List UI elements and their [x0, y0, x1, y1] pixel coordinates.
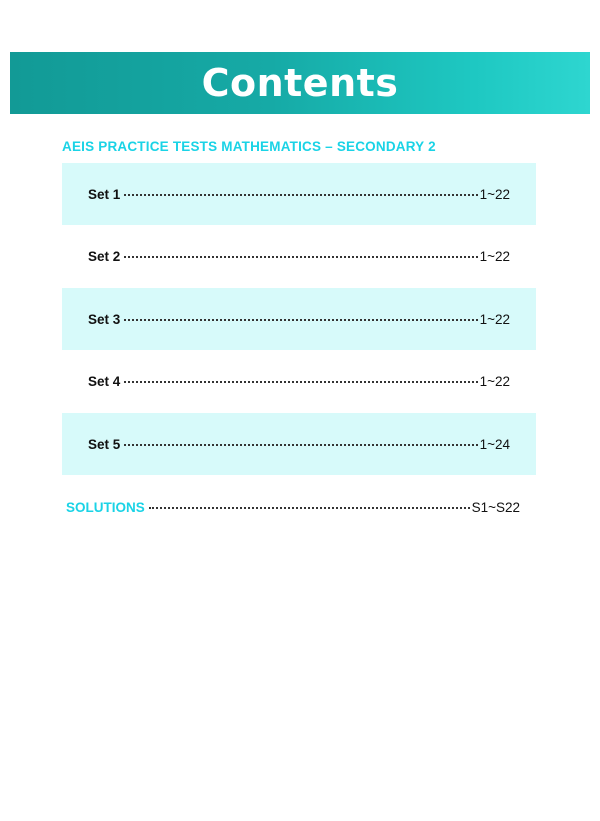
dot-leader [124, 319, 477, 321]
page-title: Contents [201, 61, 399, 105]
toc-entry-pages: 1~22 [479, 186, 510, 202]
solutions-pages: S1~S22 [471, 499, 520, 515]
toc-entry-label: Set 1 [88, 186, 121, 202]
toc-entry-label: Set 2 [88, 248, 121, 264]
dot-leader [124, 381, 477, 383]
toc-entry-pages: 1~22 [479, 248, 510, 264]
dot-leader [124, 256, 477, 258]
dot-leader [149, 507, 470, 509]
toc-entry-set-2[interactable] [62, 225, 536, 287]
solutions-label: SOLUTIONS [66, 499, 145, 515]
book-subtitle: AEIS PRACTICE TESTS MATHEMATICS – SECONDARY 2 [62, 139, 436, 154]
dot-leader [124, 444, 477, 446]
toc-entry-solutions[interactable] [66, 496, 520, 518]
toc-entry-set-3[interactable] [62, 288, 536, 350]
title-banner [10, 52, 590, 114]
toc-entry-set-5[interactable] [62, 413, 536, 475]
toc-entry-set-4[interactable] [62, 350, 536, 412]
toc-entry-label: Set 4 [88, 373, 121, 389]
toc-entry-set-1[interactable] [62, 163, 536, 225]
dot-leader [124, 194, 477, 196]
toc-entry-label: Set 5 [88, 436, 121, 452]
toc-entry-pages: 1~22 [479, 311, 510, 327]
toc-entry-pages: 1~22 [479, 373, 510, 389]
toc-entry-pages: 1~24 [479, 436, 510, 452]
toc-entry-label: Set 3 [88, 311, 121, 327]
